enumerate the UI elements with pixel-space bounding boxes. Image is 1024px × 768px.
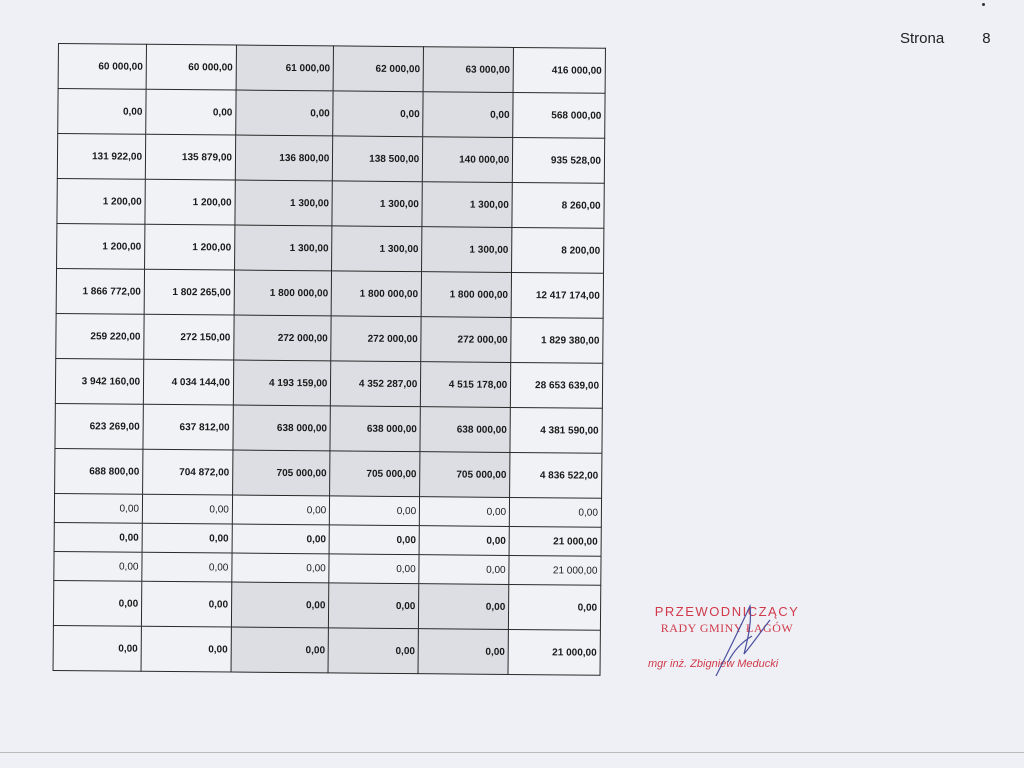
table-cell: 21 000,00 xyxy=(509,555,601,585)
table-cell: 0,00 xyxy=(420,497,510,527)
table-cell: 0,00 xyxy=(330,496,420,526)
table-cell: 1 866 772,00 xyxy=(56,268,144,314)
table-row xyxy=(53,580,600,630)
stamp-council: RADY GMINY ŁAGÓW xyxy=(660,621,794,635)
table-cell: 1 200,00 xyxy=(57,223,145,269)
table-cell: 4 034 144,00 xyxy=(143,359,233,405)
table-row xyxy=(57,178,604,228)
table-cell: 4 352 287,00 xyxy=(331,361,421,407)
table-row xyxy=(57,134,604,184)
table-cell: 0,00 xyxy=(53,580,141,626)
table-cell: 28 653 639,00 xyxy=(511,362,603,408)
table-cell: 60 000,00 xyxy=(146,44,236,90)
table-cell: 0,00 xyxy=(509,584,601,630)
table-cell: 63 000,00 xyxy=(423,47,513,93)
table-cell: 4 381 590,00 xyxy=(510,407,602,453)
table-cell: 623 269,00 xyxy=(55,403,143,449)
table-cell: 4 836 522,00 xyxy=(510,452,602,498)
table-row xyxy=(55,403,602,453)
table-cell: 1 300,00 xyxy=(332,226,422,272)
table-cell: 1 300,00 xyxy=(422,227,512,273)
table-cell: 1 829 380,00 xyxy=(511,317,603,363)
table-cell: 0,00 xyxy=(509,497,601,527)
table-cell: 0,00 xyxy=(54,493,142,523)
table-row xyxy=(55,448,602,498)
table-cell: 21 000,00 xyxy=(508,629,600,675)
table-cell: 135 879,00 xyxy=(145,134,235,180)
table-cell: 1 802 265,00 xyxy=(144,269,234,315)
table-cell: 1 800 000,00 xyxy=(331,271,421,317)
table-cell: 131 922,00 xyxy=(57,134,145,180)
page-number xyxy=(900,30,991,47)
table-cell: 4 515 178,00 xyxy=(421,362,511,408)
table-cell: 0,00 xyxy=(418,629,508,675)
table-cell: 1 200,00 xyxy=(145,179,235,225)
table-cell: 0,00 xyxy=(329,554,419,584)
financial-table xyxy=(53,43,606,676)
table-cell: 638 000,00 xyxy=(420,407,510,453)
table-cell: 138 500,00 xyxy=(333,136,423,182)
table-row xyxy=(57,223,604,273)
table-cell: 1 800 000,00 xyxy=(234,270,332,316)
table-cell: 3 942 160,00 xyxy=(55,358,143,404)
table-cell: 705 000,00 xyxy=(330,451,420,497)
table-cell: 0,00 xyxy=(53,625,141,671)
table-cell: 568 000,00 xyxy=(513,92,605,138)
table-cell: 21 000,00 xyxy=(509,526,601,556)
table-cell: 8 260,00 xyxy=(512,182,604,228)
table-row xyxy=(58,89,605,139)
table-cell: 1 300,00 xyxy=(422,182,512,228)
table-row xyxy=(54,493,601,527)
table-cell: 60 000,00 xyxy=(58,44,146,90)
table-cell: 705 000,00 xyxy=(420,452,510,498)
table-cell: 416 000,00 xyxy=(513,47,605,93)
table-cell: 1 200,00 xyxy=(57,178,145,224)
table-cell: 0,00 xyxy=(419,584,509,630)
table-cell: 259 220,00 xyxy=(56,313,144,359)
table-row xyxy=(56,268,603,318)
stamp-signatory: mgr inż. Zbigniew Meducki xyxy=(648,658,779,670)
table-row xyxy=(53,625,600,675)
table-cell: 0,00 xyxy=(231,627,329,673)
table-cell: 1 800 000,00 xyxy=(421,272,511,318)
table-row xyxy=(55,358,602,408)
table-cell: 1 300,00 xyxy=(332,181,422,227)
table-cell: 0,00 xyxy=(236,90,334,136)
table-cell: 140 000,00 xyxy=(423,137,513,183)
table-cell: 12 417 174,00 xyxy=(511,272,603,318)
stamp-title: PRZEWODNICZĄCY xyxy=(654,604,800,619)
table-cell: 0,00 xyxy=(146,89,236,135)
table-cell: 61 000,00 xyxy=(236,45,334,91)
table-cell: 0,00 xyxy=(141,626,231,672)
table-cell: 637 812,00 xyxy=(143,404,233,450)
table-cell: 0,00 xyxy=(419,526,509,556)
table-cell: 0,00 xyxy=(141,581,231,627)
table-cell: 0,00 xyxy=(54,551,142,581)
table-cell: 0,00 xyxy=(329,583,419,629)
table-cell: 638 000,00 xyxy=(330,406,420,452)
table-cell: 935 528,00 xyxy=(512,137,604,183)
table-row xyxy=(58,44,605,94)
table-cell: 272 000,00 xyxy=(331,316,421,362)
table-cell: 0,00 xyxy=(419,555,509,585)
table-cell: 272 000,00 xyxy=(234,315,332,361)
speck-mark xyxy=(982,3,985,6)
signature-mark xyxy=(708,602,778,682)
table-cell: 1 200,00 xyxy=(145,224,235,270)
table-cell: 272 000,00 xyxy=(421,317,511,363)
table-cell: 688 800,00 xyxy=(55,448,143,494)
table-cell: 0,00 xyxy=(142,494,232,524)
table-row xyxy=(54,551,601,585)
table-cell: 638 000,00 xyxy=(233,405,331,451)
table-cell: 0,00 xyxy=(333,91,423,137)
table-cell: 62 000,00 xyxy=(333,46,423,92)
table-cell: 0,00 xyxy=(232,553,330,583)
table-cell: 8 200,00 xyxy=(512,227,604,273)
table-cell: 704 872,00 xyxy=(143,449,233,495)
table-cell: 0,00 xyxy=(329,525,419,555)
financial-table-body xyxy=(53,44,605,676)
table-cell: 0,00 xyxy=(232,495,330,525)
table-cell: 0,00 xyxy=(423,92,513,138)
table-cell: 0,00 xyxy=(58,89,146,135)
footer-rule xyxy=(0,752,1024,753)
page-label: Strona xyxy=(900,30,945,47)
page-number-value: 8 xyxy=(982,30,991,47)
table-cell: 705 000,00 xyxy=(233,450,331,496)
table-cell: 136 800,00 xyxy=(235,135,333,181)
table-cell: 0,00 xyxy=(328,628,418,674)
table-cell: 0,00 xyxy=(232,524,330,554)
table-cell: 1 300,00 xyxy=(234,225,332,271)
table-cell: 4 193 159,00 xyxy=(233,360,331,406)
table-cell: 0,00 xyxy=(142,523,232,553)
table-cell: 0,00 xyxy=(231,582,329,628)
table-cell: 272 150,00 xyxy=(144,314,234,360)
table-cell: 1 300,00 xyxy=(235,180,333,226)
table-cell: 0,00 xyxy=(142,552,232,582)
table-row xyxy=(56,313,603,363)
table-cell: 0,00 xyxy=(54,522,142,552)
table-row xyxy=(54,522,601,556)
